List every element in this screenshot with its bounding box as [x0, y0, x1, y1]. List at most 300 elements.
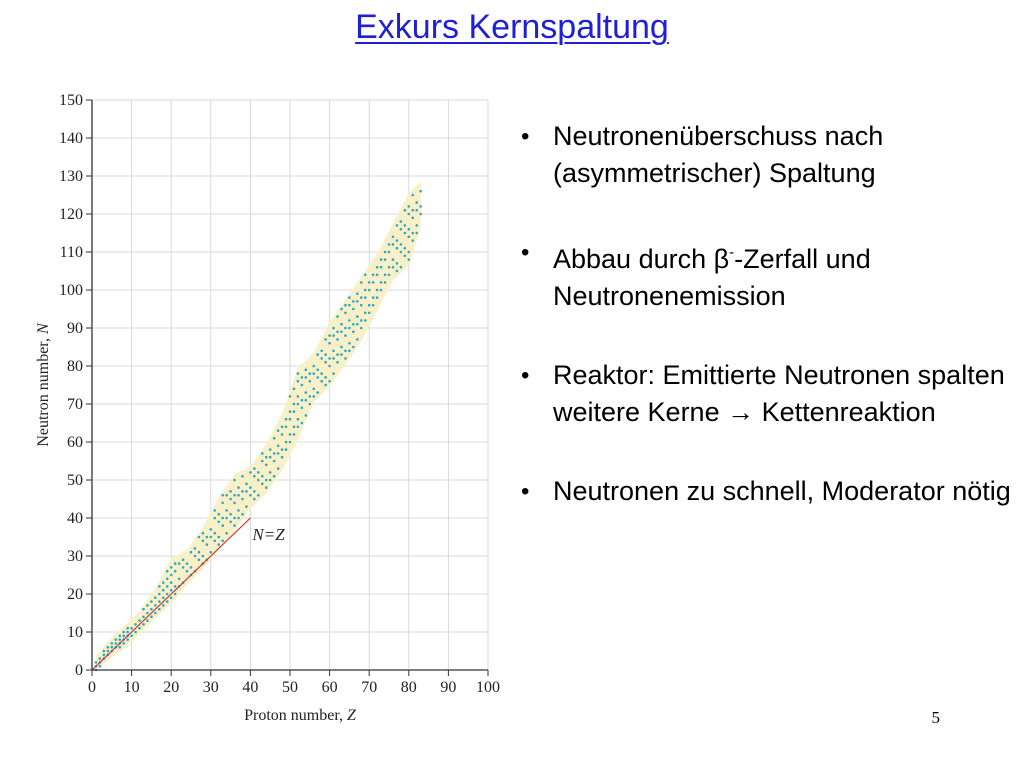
nuclide-point [210, 551, 213, 554]
nuclide-point [372, 296, 375, 299]
nuclide-point [166, 578, 169, 581]
bullet-text: Neutronen zu schnell, Moderator nötig [553, 476, 1011, 506]
nuclide-point [150, 616, 153, 619]
nuclide-point [253, 475, 256, 478]
nuclide-point [241, 498, 244, 501]
nuclide-point [364, 296, 367, 299]
y-tick-label: 100 [59, 282, 83, 299]
nuclide-point [166, 585, 169, 588]
nuclide-point [396, 270, 399, 273]
nuclide-point [376, 296, 379, 299]
nuclide-point [376, 289, 379, 292]
nuclide-point [352, 331, 355, 334]
nuclide-point [206, 536, 209, 539]
nuclide-point [103, 654, 106, 657]
nuclide-point [332, 327, 335, 330]
nuclide-point [134, 631, 137, 634]
nuclide-point [388, 243, 391, 246]
nuclide-point [415, 232, 418, 235]
nuclide-point [281, 433, 284, 436]
nuclide-point [324, 338, 327, 341]
nuclide-point [301, 384, 304, 387]
nuclide-point [221, 540, 224, 543]
nuclide-point [111, 642, 114, 645]
nuclide-point [122, 635, 125, 638]
nuclide-point [273, 437, 276, 440]
nuclide-point [241, 475, 244, 478]
nuclide-point [415, 224, 418, 227]
nuclide-point [194, 555, 197, 558]
x-axis-title: Proton number, Z [244, 707, 356, 724]
nuclide-point [340, 353, 343, 356]
bullet-chain-reaction [515, 357, 1015, 431]
bullet-dot-icon: • [521, 239, 530, 266]
nuclide-point [213, 509, 216, 512]
nuclide-point [352, 308, 355, 311]
bullet-list [515, 118, 1015, 552]
nuclide-point [194, 547, 197, 550]
nuclide-point [348, 319, 351, 322]
y-tick-label: 150 [59, 92, 83, 109]
nuclide-point [261, 452, 264, 455]
bullet-moderator [515, 473, 1015, 510]
x-tick-label: 30 [202, 679, 219, 696]
nuclide-point [162, 581, 165, 584]
nuclide-point [293, 403, 296, 406]
y-tick-label: 20 [67, 586, 83, 603]
bullet-text: Abbau durch β [553, 244, 730, 274]
nuclide-point [233, 494, 236, 497]
nuclide-point [170, 566, 173, 569]
nuclide-point [253, 498, 256, 501]
nuclide-point [312, 365, 315, 368]
nuclide-point [186, 562, 189, 565]
nuclide-point [328, 334, 331, 337]
nuclide-point [261, 475, 264, 478]
nuclide-point [233, 502, 236, 505]
nuclide-point [162, 604, 165, 607]
nuclide-point [368, 281, 371, 284]
nuclide-point [213, 532, 216, 535]
nuclide-point [360, 327, 363, 330]
nuclide-point [289, 410, 292, 413]
nuclide-point [186, 570, 189, 573]
nuclide-point [182, 559, 185, 562]
nuclide-point [174, 585, 177, 588]
nuclide-point [229, 490, 232, 493]
x-tick-label: 80 [400, 679, 417, 696]
nuclide-point [130, 627, 133, 630]
nuclide-point [257, 494, 260, 497]
nuclide-point [415, 201, 418, 204]
nuclide-point [118, 646, 121, 649]
nuclide-point [320, 357, 323, 360]
x-tick-label: 20 [163, 679, 180, 696]
nuclide-point [293, 426, 296, 429]
slide-title: Exkurs Kernspaltung [355, 8, 669, 46]
nuclide-point [301, 407, 304, 410]
beta-minus-superscript: - [729, 244, 735, 261]
nuclide-point [344, 327, 347, 330]
nuclide-point [202, 555, 205, 558]
nuclide-point [392, 266, 395, 269]
nuclide-point [392, 258, 395, 261]
nuclide-point [249, 486, 252, 489]
nuclide-point [206, 543, 209, 546]
nuclide-point [328, 342, 331, 345]
nuclide-point [316, 376, 319, 379]
nuclide-point [158, 600, 161, 603]
nuclide-point [316, 391, 319, 394]
nuclide-point [419, 190, 422, 193]
nuclide-point [269, 479, 272, 482]
nuclide-point [324, 376, 327, 379]
x-tick-label: 90 [440, 679, 457, 696]
nuclide-point [320, 372, 323, 375]
nuclide-point [107, 650, 110, 653]
nuclide-point [265, 464, 268, 467]
nuclide-point [107, 646, 110, 649]
nuclide-point [198, 559, 201, 562]
nuclide-point [114, 638, 117, 641]
nuclide-point [249, 494, 252, 497]
nuclide-point [336, 315, 339, 318]
nuclide-point [217, 521, 220, 524]
nuclide-point [411, 239, 414, 242]
nuclide-point [261, 460, 264, 463]
nuclide-point [174, 593, 177, 596]
nuclide-point [95, 661, 98, 664]
nuclide-point [400, 266, 403, 269]
nuclide-point [301, 376, 304, 379]
nuclide-point [170, 581, 173, 584]
nuclide-point [237, 517, 240, 520]
nuclide-point [162, 589, 165, 592]
nuclide-point [372, 281, 375, 284]
y-tick-label: 120 [59, 206, 83, 223]
nuclide-point [297, 403, 300, 406]
nuclide-point [174, 562, 177, 565]
nuclide-point [233, 517, 236, 520]
nuclide-point [229, 521, 232, 524]
nuclide-point [122, 631, 125, 634]
nuclide-point [99, 665, 102, 668]
nuclide-point [221, 494, 224, 497]
nuclide-point [344, 350, 347, 353]
nuclide-point [126, 631, 129, 634]
nuclide-point [146, 619, 149, 622]
nuclide-point [154, 604, 157, 607]
nuclide-point [419, 205, 422, 208]
nuclide-point [293, 388, 296, 391]
nuclide-point [237, 486, 240, 489]
nuclide-point [229, 513, 232, 516]
nuclide-point [376, 266, 379, 269]
nuclide-point [273, 452, 276, 455]
nuclide-point [360, 304, 363, 307]
nuclide-point [419, 213, 422, 216]
nuclide-point [229, 498, 232, 501]
nuclide-point [348, 350, 351, 353]
nuclide-point [158, 593, 161, 596]
nuclide-point [289, 418, 292, 421]
nuclide-point [111, 646, 114, 649]
nuclide-point [392, 236, 395, 239]
nuclide-point [336, 338, 339, 341]
nuclide-point [174, 570, 177, 573]
nuclide-point [277, 467, 280, 470]
nuclide-point [309, 395, 312, 398]
nuclide-point [273, 460, 276, 463]
nuclide-point [336, 331, 339, 334]
nuclide-point [253, 490, 256, 493]
nuclide-point [202, 540, 205, 543]
nuclide-point [408, 236, 411, 239]
bullet-neutron-excess [515, 118, 1015, 192]
x-tick-label: 50 [282, 679, 298, 696]
nuclide-point [249, 471, 252, 474]
bullet-dot-icon: • [521, 123, 530, 150]
nuclide-point [225, 494, 228, 497]
y-tick-label: 110 [59, 244, 83, 261]
x-tick-label: 0 [88, 679, 96, 696]
nuclide-point [213, 540, 216, 543]
nuclide-point [154, 612, 157, 615]
nuclide-point [324, 384, 327, 387]
nuclide-point [388, 266, 391, 269]
nuclide-point [332, 372, 335, 375]
nuclide-point [297, 426, 300, 429]
nuclide-point [293, 410, 296, 413]
nuclide-point [237, 509, 240, 512]
bullet-dot-icon: • [521, 478, 530, 505]
nuclide-point [352, 300, 355, 303]
nuclide-point [380, 281, 383, 284]
y-tick-label: 50 [67, 472, 83, 489]
nuclide-point [293, 433, 296, 436]
nuclide-point [297, 380, 300, 383]
nuclide-point [217, 513, 220, 516]
nuclide-point [384, 274, 387, 277]
nuclide-point [324, 353, 327, 356]
y-tick-label: 10 [67, 624, 83, 641]
nuclide-point [400, 228, 403, 231]
bullet-dot-icon: • [521, 362, 530, 389]
nuclide-point [332, 357, 335, 360]
nuclide-point [400, 243, 403, 246]
nuclide-point [396, 262, 399, 265]
nuclide-point [126, 638, 129, 641]
nuclide-point [221, 517, 224, 520]
nuclide-point [297, 418, 300, 421]
nuclide-point [210, 536, 213, 539]
nuclide-point [309, 403, 312, 406]
nuclide-point [289, 395, 292, 398]
nuclide-point [380, 289, 383, 292]
x-tick-label: 40 [242, 679, 259, 696]
nuclide-point [384, 251, 387, 254]
nuclide-point [380, 266, 383, 269]
nuclide-point [368, 289, 371, 292]
nuclide-point [162, 597, 165, 600]
nuclide-point [225, 509, 228, 512]
nuclide-point [364, 289, 367, 292]
nuclide-point [221, 524, 224, 527]
nuclide-point [340, 331, 343, 334]
nuclide-point [332, 334, 335, 337]
nuclide-point [356, 300, 359, 303]
y-tick-label: 40 [67, 510, 83, 527]
y-tick-label: 30 [67, 548, 83, 565]
nuclide-point [404, 224, 407, 227]
nuclide-point [225, 517, 228, 520]
nuclide-point [396, 224, 399, 227]
nuclide-point [245, 490, 248, 493]
nuclide-point [150, 600, 153, 603]
nuclide-point [142, 623, 145, 626]
nuclide-point [415, 209, 418, 212]
nuclide-point [348, 327, 351, 330]
nuclide-point [356, 315, 359, 318]
nuclide-point [118, 635, 121, 638]
nuclide-point [269, 471, 272, 474]
nuclide-point [316, 353, 319, 356]
x-tick-label: 100 [476, 679, 500, 696]
nuclide-point [332, 350, 335, 353]
nuclide-point [225, 532, 228, 535]
nuclide-point [352, 346, 355, 349]
x-tick-label: 70 [361, 679, 378, 696]
nuclide-point [138, 619, 141, 622]
nuclide-point [190, 551, 193, 554]
nuclide-point [316, 369, 319, 372]
nuclide-point [285, 418, 288, 421]
nuclide-point [360, 281, 363, 284]
nuclide-point [312, 388, 315, 391]
y-tick-label: 0 [75, 662, 83, 679]
bullet-text: Neutronenüberschuss nach (asymmetrischer) Spaltung [553, 121, 884, 188]
x-tick-label: 60 [321, 679, 338, 696]
nuclide-point [150, 608, 153, 611]
nuclide-point [411, 209, 414, 212]
nuclide-point [166, 593, 169, 596]
nuclide-point [388, 274, 391, 277]
nuclide-point [217, 536, 220, 539]
nuclide-point [372, 304, 375, 307]
nuclide-point [305, 369, 308, 372]
nuclide-point [344, 304, 347, 307]
nuclide-point [241, 513, 244, 516]
nuclide-point [396, 247, 399, 250]
nuclide-point [154, 597, 157, 600]
nuclide-point [166, 600, 169, 603]
nuclide-point [277, 429, 280, 432]
bullet-beta-decay [515, 234, 1015, 315]
nuclide-point [118, 638, 121, 641]
nuclide-point [312, 395, 315, 398]
nuclide-point [408, 213, 411, 216]
nuclide-point [340, 346, 343, 349]
nuclide-point [213, 517, 216, 520]
nuclide-point [122, 642, 125, 645]
neutron-proton-chart [28, 82, 518, 732]
nuclide-point [320, 380, 323, 383]
nuclide-point [237, 494, 240, 497]
nuclide-point [336, 353, 339, 356]
nuclide-point [408, 258, 411, 261]
nuclide-point [297, 372, 300, 375]
nuclide-point [309, 380, 312, 383]
nuclide-point [309, 372, 312, 375]
nuclide-point [348, 342, 351, 345]
nuclide-point [301, 422, 304, 425]
nuclide-point [253, 467, 256, 470]
nuclide-point [269, 456, 272, 459]
nuclide-point [384, 258, 387, 261]
nuclide-point [281, 456, 284, 459]
nuclide-point [261, 483, 264, 486]
nuclide-point [269, 448, 272, 451]
nuclide-point [134, 623, 137, 626]
nuclide-point [404, 255, 407, 258]
nuclide-point [356, 338, 359, 341]
nuclide-point [182, 566, 185, 569]
nuclide-point [142, 608, 145, 611]
nuclide-point [178, 562, 181, 565]
nuclide-point [408, 251, 411, 254]
nuclide-point [320, 350, 323, 353]
nuclide-point [400, 251, 403, 254]
nuclide-point [146, 612, 149, 615]
nuclide-point [158, 585, 161, 588]
nuclide-point [305, 376, 308, 379]
nuclide-point [233, 479, 236, 482]
nuclide-point [170, 597, 173, 600]
nuclide-point [245, 483, 248, 486]
nuclide-point [233, 524, 236, 527]
y-tick-label: 130 [59, 168, 83, 185]
nuclide-point [404, 232, 407, 235]
nuclide-point [103, 650, 106, 653]
nuclide-point [411, 217, 414, 220]
nuclide-point [376, 274, 379, 277]
nuclide-point [289, 441, 292, 444]
nuclide-point [344, 312, 347, 315]
nuclide-point [245, 505, 248, 508]
bullet-text-continued: -Zerfall und Neutronenemission [553, 244, 871, 311]
y-tick-label: 140 [59, 130, 83, 147]
nuclide-point [301, 399, 304, 402]
nuclide-point [396, 239, 399, 242]
nuclide-point [142, 616, 145, 619]
nuclide-point [198, 551, 201, 554]
nuclide-point [217, 543, 220, 546]
nuclide-point [364, 274, 367, 277]
nuclide-point [388, 251, 391, 254]
nuclide-point [158, 608, 161, 611]
nuclide-point [281, 448, 284, 451]
n-equals-z-label: N=Z [252, 525, 285, 544]
nuclide-point [289, 433, 292, 436]
nuclide-point [348, 296, 351, 299]
y-tick-label: 60 [67, 434, 83, 451]
nuclide-point [241, 490, 244, 493]
nuclide-point [202, 532, 205, 535]
nuclide-point [408, 205, 411, 208]
nuclide-point [126, 627, 129, 630]
nuclide-point [344, 334, 347, 337]
nuclide-point [273, 475, 276, 478]
